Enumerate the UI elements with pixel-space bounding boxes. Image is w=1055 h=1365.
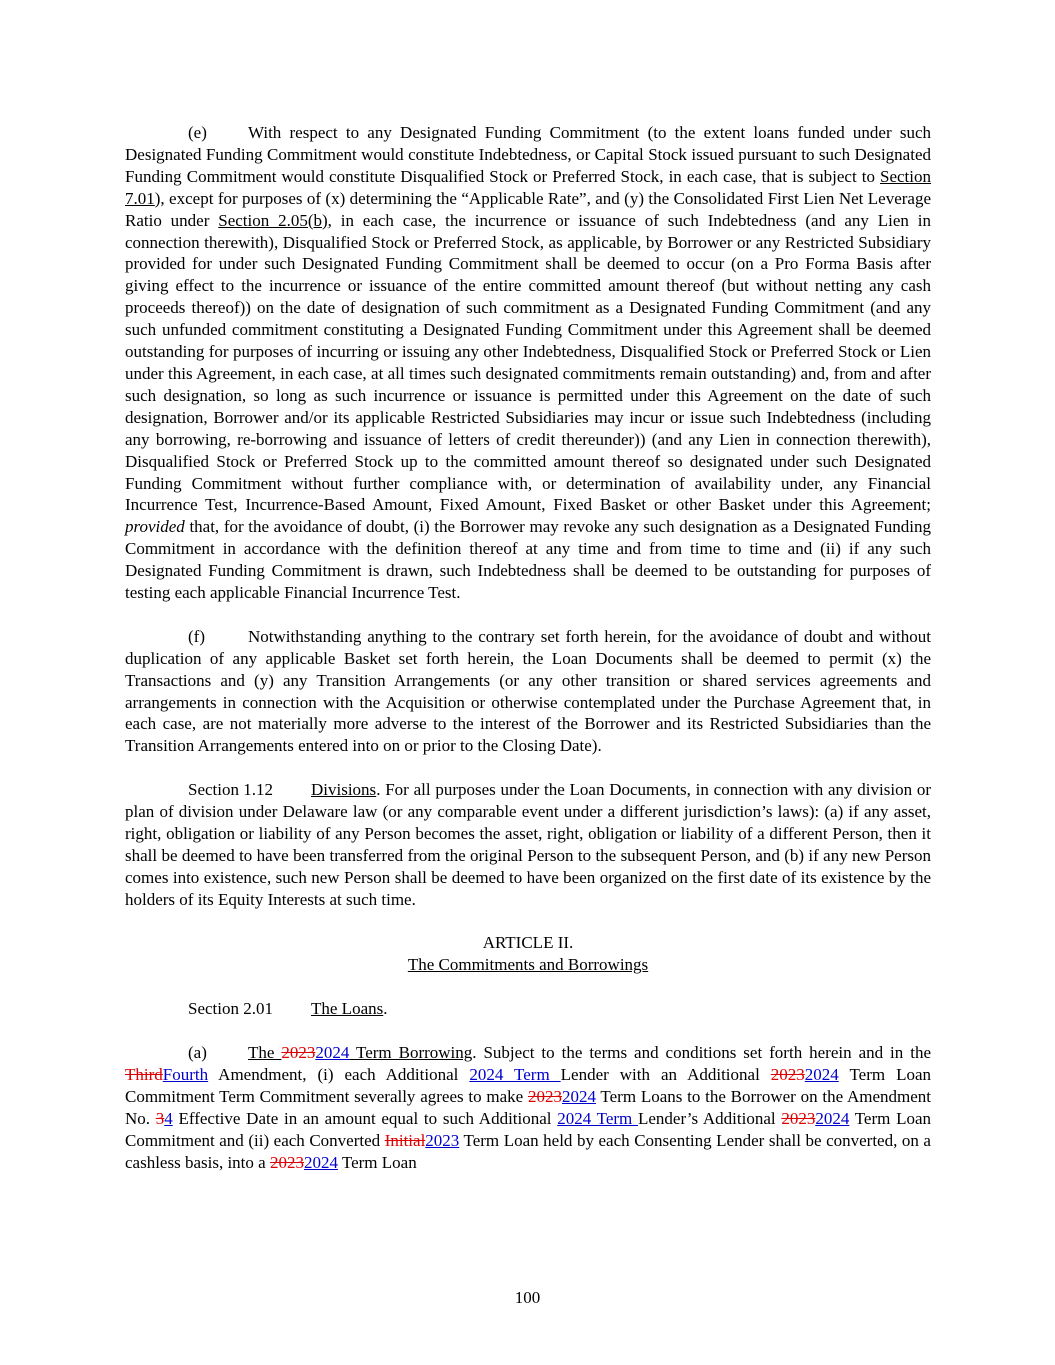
redline-deletion: Third — [125, 1064, 163, 1084]
text-run: The — [248, 1042, 282, 1062]
text-run: that, for the avoidance of doubt, (i) the Borrower may revoke any such designation as a Designated Funding Commitment in accordance with the definition thereof at any time and from time to time and (ii) if any such Designated Funding Commitment is drawn, such Indebtedness shall be deemed to be outstanding for purposes of testing each applicable Financial Incurrence Test. — [125, 517, 931, 603]
redline-insertion: 2024 Term — [557, 1108, 638, 1128]
redline-insertion: 2024 Term — [469, 1064, 561, 1084]
text-run: Amendment, (i) each Additional — [208, 1064, 470, 1084]
paragraph-label: Section 1.12 — [188, 780, 273, 800]
text-run: With respect to any Designated Funding Commitment (to the extent loans funded under such Designated Funding Commitment would constitute Indebtedness, or Capital Stock issued pursuant to such Designated Funding Commitment would constitute Disqualified Stock or Preferred Stock, in each case, that is subject to — [125, 123, 931, 186]
page-number: 100 — [514, 1288, 541, 1308]
text-run: Term Borrowing — [349, 1042, 473, 1062]
article-ii-subheading — [125, 954, 931, 976]
text-run: Section 2.05(b) — [218, 210, 328, 230]
redline-deletion: 2023 — [781, 1108, 816, 1128]
text-run: provided — [125, 517, 185, 537]
article-ii-heading — [125, 932, 931, 954]
text-run: Term Loan Commitment and (ii) each Converted — [125, 1108, 932, 1150]
redline-insertion: 2024 — [315, 1042, 350, 1062]
text-run: ), except for purposes of (x) determining the “Applicable Rate”, and (y) the Consolidated First Lien Net Leverage Ratio under — [125, 188, 931, 230]
paragraph-label: (e) — [188, 123, 207, 142]
section-2-01 — [125, 998, 931, 1020]
text-run: . Subject to the terms and conditions set forth herein and in the — [472, 1042, 932, 1062]
redline-deletion: 2023 — [770, 1064, 805, 1084]
text-run: Notwithstanding anything to the contrary set forth herein, for the avoidance of doubt and without duplication of any applicable Basket set forth herein, the Loan Documents shall be deemed to permit (x) the Transactions and (y) any Transition Arrangements (or any other transition or shared services agreements and arrangements in connection with the Acquisition or otherwise contemplated under the Purchase Agreement that, in each case, are not materially more adverse to the interest of the Borrower and its Restricted Subsidiaries than the Transition Arrangements entered into on or prior to the Closing Date). — [125, 626, 931, 756]
redline-deletion: 2023 — [527, 1086, 562, 1106]
paragraph-e — [125, 122, 931, 604]
text-run: ARTICLE II. — [482, 933, 574, 953]
paragraph-f — [125, 626, 931, 757]
section-1-12 — [125, 779, 931, 910]
text-run: . For all purposes under the Loan Documents, in connection with any division or plan of division under Delaware law (or any comparable event under a different jurisdiction’s laws): (a) if any asset, right, obligation or liability of any Person becomes the asset, right, obligation or liability of a different Person, then it shall be deemed to have been transferred from the original Person to the subsequent Person, and (b) if any new Person comes into existence, such new Person shall be deemed to have been organized on the first date of its existence by the holders of its Equity Interests at such time. — [125, 780, 931, 909]
text-run: Lender with an Additional — [560, 1064, 771, 1084]
paragraph-label: Section 2.01 — [188, 999, 273, 1019]
redline-insertion: 2024 — [303, 1152, 338, 1172]
paragraph-label: (f) — [188, 626, 205, 646]
text-run: Divisions — [311, 780, 377, 800]
redline-insertion: 4 — [164, 1108, 173, 1128]
text-run: Term Loan held by each Consenting Lender shall be converted, on a cashless basis, into a — [125, 1130, 931, 1172]
text-run: The Loans — [311, 999, 384, 1019]
text-run: Lender’s Additional — [638, 1108, 782, 1128]
text-run: Term Loans to the Borrower on the Amendment No. — [125, 1086, 931, 1128]
text-run: Term Loan Commitment Term Commitment severally agrees to make — [125, 1064, 931, 1106]
redline-insertion: Fourth — [162, 1064, 209, 1084]
paragraph-label: (a) — [188, 1042, 207, 1062]
text-run: The Commitments and Borrowings — [407, 955, 649, 975]
text-run: Term Loan — [337, 1152, 417, 1172]
redline-deletion: Initial — [384, 1130, 426, 1150]
text-run: Effective Date in an amount equal to such Additional — [172, 1108, 558, 1128]
redline-insertion: 2024 — [561, 1086, 596, 1106]
document-body — [125, 122, 931, 1173]
redline-insertion: 2024 — [804, 1064, 839, 1084]
redline-insertion: 2023 — [425, 1130, 460, 1150]
redline-insertion: 2024 — [815, 1108, 850, 1128]
redline-deletion: 2023 — [269, 1152, 304, 1172]
redline-deletion: 2023 — [281, 1042, 316, 1062]
text-run: , in each case, the incurrence or issuance of such Indebtedness (and any Lien in connection therewith), Disqualified Stock or Preferred Stock, as applicable, by Borrower or any Restricted Subsidiary provided for under such Designated Funding Commitment shall be deemed to occur (on a Pro Forma Basis after giving effect to the incurrence or issuance of the entire committed amount thereof (but without netting any cash proceeds thereof)) on the date of designation of such commitment as a Designated Funding Commitment (and any such unfunded commitment constituting a Designated Funding Commitment under this Agreement shall be deemed outstanding for purposes of incurring or issuing any other Indebtedness, Disqualified Stock or Preferred Stock or Lien under this Agreement, in each case, at all times such designated commitments remain outstanding) and, from and after such designation, so long as such incurrence or issuance is permitted under this Agreement on the date of such designation, Borrower and/or its applicable Restricted Subsidiaries may incur or issue such Indebtedness (including any borrowing, re-borrowing and issuance of letters of credit thereunder)) (and any Lien in connection therewith), Disqualified Stock or Preferred Stock up to the committed amount thereof so designated under such Designated Funding Commitment without further compliance with, or determination of availability under, any Financial Incurrence Test, Incurrence-Based Amount, Fixed Amount, Fixed Basket or other Basket under this Agreement; — [125, 210, 931, 515]
paragraph-a — [125, 1042, 931, 1173]
redline-deletion: 3 — [155, 1108, 165, 1128]
text-run: . — [383, 999, 388, 1019]
text-run: Section 7.01 — [125, 166, 931, 208]
